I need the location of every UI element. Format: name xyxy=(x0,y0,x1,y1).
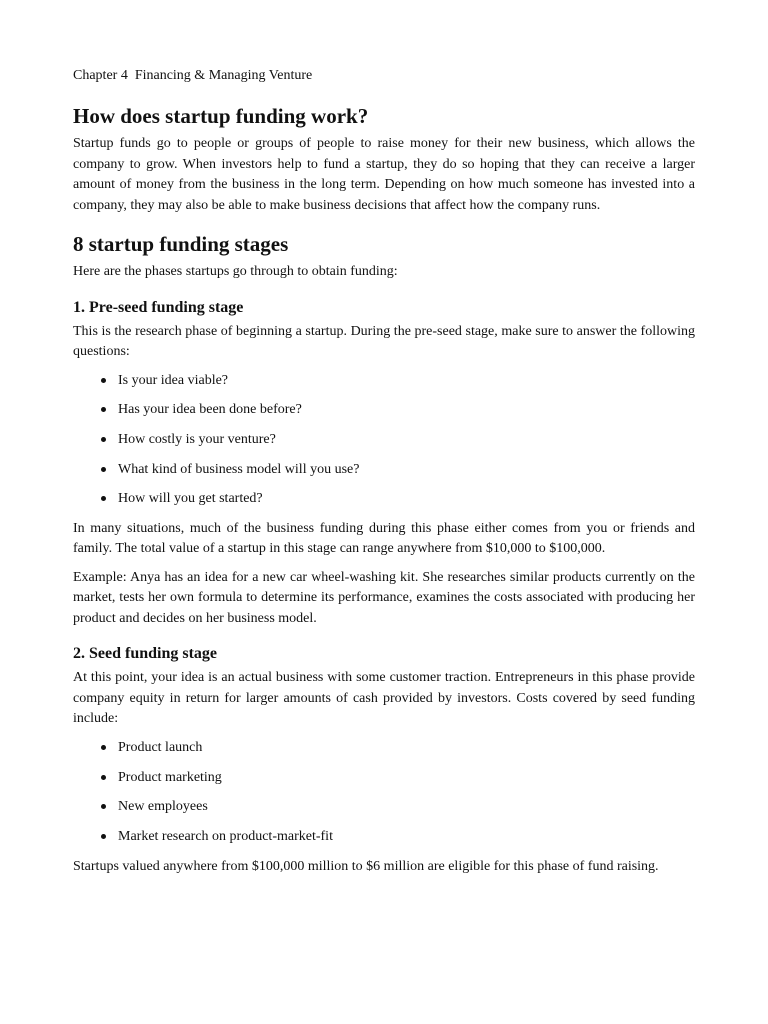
section-title-funding-stages: 8 startup funding stages xyxy=(73,232,289,256)
list-item-text: Has your idea been done before? xyxy=(118,402,302,418)
bullet-icon xyxy=(101,437,106,442)
bullet-icon xyxy=(101,378,106,383)
bullet-icon xyxy=(101,496,106,501)
list-item xyxy=(73,371,695,391)
stage-intro: At this point, your idea is an actual business with some customer traction. Entrepreneurs in this phase provide company equity in return for larger amounts of cash provided by investors. Costs covered by seed funding include: xyxy=(73,670,695,727)
list-item-text: New employees xyxy=(118,799,208,815)
list-item xyxy=(73,827,695,847)
section-title-startup-funding: How does startup funding work? xyxy=(73,104,369,128)
list-item xyxy=(73,460,695,480)
list-item-text: Is your idea viable? xyxy=(118,372,229,388)
stage-paragraph: In many situations, much of the business funding during this phase either comes from you or friends and family. The total value of a startup in this stage can range anywhere from $10,000 to $100,000. xyxy=(73,520,695,557)
list-item-text: Market research on product-market-fit xyxy=(118,829,333,844)
example-paragraph: Example: Anya has an idea for a new car wheel-washing kit. She researches similar products currently on the market, tests her own formula to determine its performance, examines the costs associated with producing her product and decides on her business model. xyxy=(73,569,695,626)
bullet-icon xyxy=(101,407,106,412)
list-item xyxy=(73,400,695,420)
list-item xyxy=(73,738,695,758)
bullet-icon xyxy=(101,804,106,809)
section-intro: Here are the phases startups go through to obtain funding: xyxy=(73,264,398,279)
question-list xyxy=(73,371,695,510)
bullet-icon xyxy=(101,745,106,750)
list-item xyxy=(73,430,695,450)
list-item xyxy=(73,489,695,509)
chapter-header: Chapter 4 Financing & Managing Venture xyxy=(73,68,313,83)
list-item xyxy=(73,768,695,788)
cost-list xyxy=(73,738,695,847)
stage-paragraph: Startups valued anywhere from $100,000 million to $6 million are eligible for this phase of fund raising. xyxy=(73,858,659,874)
stage-intro: This is the research phase of beginning a startup. During the pre-seed stage, make sure to answer the following questions: xyxy=(73,323,695,359)
list-item-text: What kind of business model will you use? xyxy=(118,461,360,477)
list-item-text: Product launch xyxy=(118,739,203,755)
bullet-icon xyxy=(101,775,106,780)
bullet-icon xyxy=(101,467,106,472)
list-item xyxy=(73,797,695,817)
stage-title-pre-seed: 1. Pre-seed funding stage xyxy=(73,298,244,316)
stage-title-seed: 2. Seed funding stage xyxy=(73,645,218,663)
bullet-icon xyxy=(101,834,106,839)
list-item-text: Product marketing xyxy=(118,769,222,785)
list-item-text: How costly is your venture? xyxy=(118,431,276,447)
list-item-text: How will you get started? xyxy=(118,491,263,507)
section-paragraph: Startup funds go to people or groups of people to raise money for their new business, which allows the company to grow. When investors help to fund a startup, they do so hoping that they can receive a larger amount of money from the business in the long term. Depending on how much someone has invested into a company, they may also be able to make business decisions that affect how the company runs. xyxy=(73,136,695,213)
